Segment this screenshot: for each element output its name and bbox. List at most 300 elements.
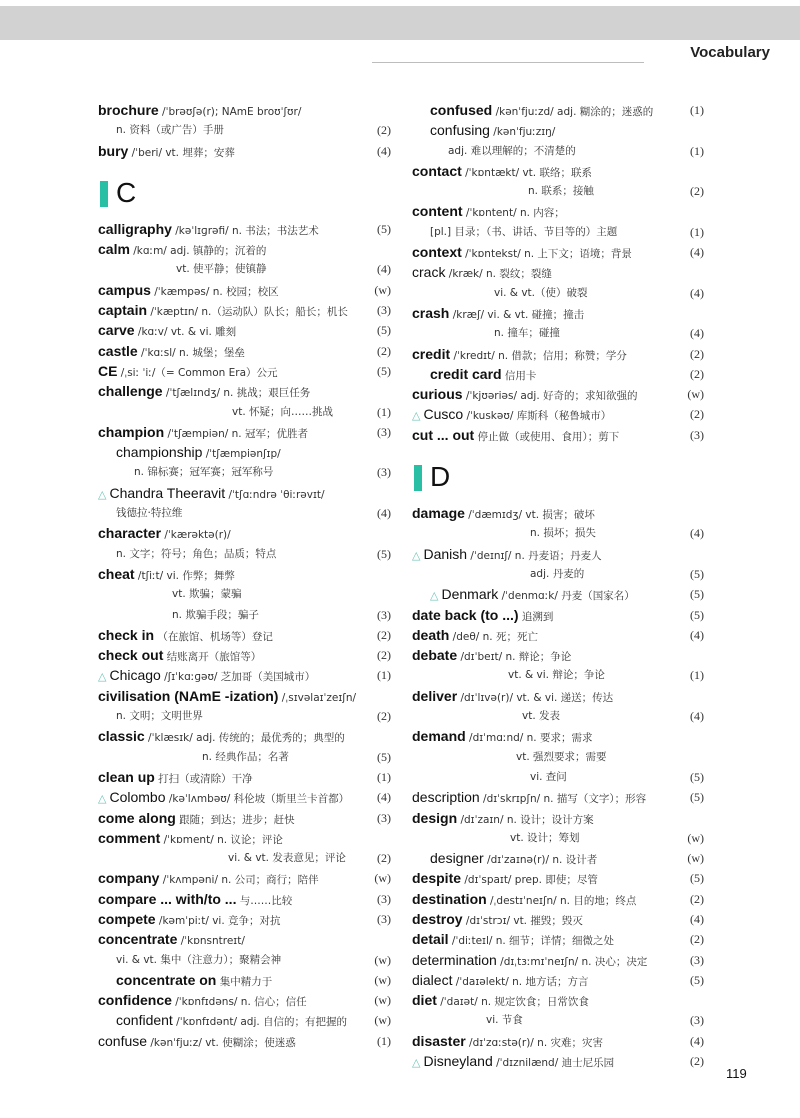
definition-line [98,259,391,279]
entry-line [98,787,391,807]
entry-line [412,950,704,970]
entry-line [98,726,391,746]
letter-heading [98,171,391,219]
entry-line [412,242,704,262]
headword: confident [116,1012,173,1029]
entry-line [412,625,704,645]
headword: crack [412,264,446,281]
definition: vt. & vi. 辩论；争论 [508,669,605,682]
entry-line [98,523,391,543]
level-badge: (5) [690,871,704,886]
level-badge: (4) [690,911,704,926]
entry-line [412,364,704,384]
headword: clean up [98,768,155,785]
entry-line [412,605,704,625]
definition-line [412,283,704,303]
entry-line [98,828,391,848]
definition: /ʃɪˈkɑːɡəʊ/ 芝加哥（美国城市） [160,671,316,684]
definition: /ˌsiː ˈiː/（= Common Era）公元 [117,366,278,379]
level-badge: (2) [377,343,391,358]
level-badge: (4) [377,506,391,521]
triangle-icon: △ [412,1056,421,1070]
definition: n. 经典作品；名著 [202,750,289,763]
definition: vt. 设计；筹划 [510,831,580,844]
entry-line [412,929,704,949]
level-badge: (5) [690,587,704,602]
entry-line [412,262,704,282]
definition: vi. 查问 [530,770,567,783]
headword: description [412,789,480,806]
entry-line [98,645,391,665]
level-badge: (5) [690,566,704,581]
entry-line [98,442,391,462]
entry-line [412,787,704,807]
headword: credit card [430,365,502,382]
entry-line [412,726,704,746]
headword: confuse [98,1032,148,1049]
definition: /ˈbrəʊʃə(r); NAmE broʊˈʃʊr/ [158,106,302,118]
definition: /ˈkɑːsl/ n. 城堡；堡垒 [137,346,245,359]
entry-line [412,503,704,523]
level-badge: (5) [377,749,391,764]
headword: compare ... with/to ... [98,890,237,907]
level-badge: (1) [377,404,391,419]
spacer [98,161,391,171]
definition-line [412,323,704,343]
level-badge: (4) [690,245,704,260]
definition-line [412,706,704,726]
entry-line [98,686,391,706]
level-badge: (3) [377,891,391,906]
definition: /ˈdiːteɪl/ n. 细节；详情；细微之处 [448,935,615,948]
definition: /ˈkʌmpəni/ n. 公司；商行；陪伴 [159,874,319,887]
definition-line [412,828,704,848]
definition: /kræʃ/ vi. & vt. 碰撞；撞击 [449,308,585,321]
definition: n. 资料（或广告）手册 [116,124,224,137]
entry-line [98,868,391,888]
level-badge: (2) [690,891,704,906]
level-badge: (3) [377,303,391,318]
level-badge: (2) [690,1054,704,1069]
entry-line [412,384,704,404]
definition-line [412,564,704,584]
level-badge: (w) [374,972,391,987]
headword: come along [98,809,176,826]
entry-line [412,120,704,140]
level-badge: (5) [377,323,391,338]
definition: /ˈkɒnsntreɪt/ [177,935,245,948]
triangle-icon: △ [98,792,107,806]
level-badge: (5) [377,221,391,236]
level-badge: (w) [374,282,391,297]
level-badge: (2) [690,407,704,422]
entry-line [412,1051,704,1071]
headword: crash [412,304,450,321]
entry-line [98,970,391,990]
definition: 打扫（或清除）干净 [154,772,253,785]
definition: /dɪˌtɜːmɪˈneɪʃn/ n. 决心；决定 [496,955,648,968]
definition: /dɪˈbeɪt/ n. 辩论；争论 [457,651,572,664]
definition: [pl.] 目录；（书、讲话、节目等的）主题 [430,225,618,238]
headword: curious [412,386,463,403]
entry-line [412,970,704,990]
definition: /ˈberi/ vt. 埋葬；安葬 [128,146,235,159]
entry-line [412,344,704,364]
entry-line [412,909,704,929]
definition: /kræk/ n. 裂纹；裂缝 [445,268,552,281]
entry-line [412,868,704,888]
headword: carve [98,322,135,339]
entry-line [98,625,391,645]
level-badge: (1) [377,769,391,784]
entry-line [412,201,704,221]
definition: /dɪˈskrɪpʃn/ n. 描写（文字）；形容 [479,793,647,806]
headword: brochure [98,102,159,118]
level-badge: (3) [690,1013,704,1028]
headword: demand [412,728,466,745]
definition: /ˈkæptɪn/ n.（运动队）队长；船长；机长 [147,306,348,319]
level-badge: (4) [690,285,704,300]
level-badge: (1) [377,668,391,683]
definition: n. 撞车；碰撞 [494,327,560,340]
entry-line [98,483,391,503]
level-badge: (1) [377,1033,391,1048]
level-badge: (3) [690,427,704,442]
entry-line [98,767,391,787]
entry-line [98,808,391,828]
headword: classic [98,728,145,745]
headword: Denmark [441,586,499,603]
definition: 停止做（或使用、食用）；剪下 [474,430,620,443]
definition: /ˈkɒnfɪdəns/ n. 信心；信任 [171,996,307,1009]
level-badge: (2) [377,123,391,138]
entry-line [98,280,391,300]
entry-line [98,141,391,161]
headword: Colombo [109,789,166,806]
headword: castle [98,342,138,359]
section-title: Vocabulary [690,44,770,61]
entry-line [98,219,391,239]
definition: /ˌsɪvəlaɪˈzeɪʃn/ [278,691,357,704]
definition-line [98,120,391,140]
headword: designer [430,850,484,867]
entry-line [98,665,391,685]
definition: /kəˈlʌmbəʊ/ 科伦坡（斯里兰卡首都） [165,793,350,806]
level-badge: (4) [690,526,704,541]
headword: design [412,809,458,826]
entry-line [412,645,704,665]
headword: confusing [430,122,490,139]
definition: /ˈkɒntekst/ n. 上下文；语境；背景 [461,248,632,261]
level-badge: (w) [374,1013,391,1028]
headword: concentrate on [116,971,217,988]
entry-line [98,239,391,259]
headword: concentrate [98,931,178,948]
level-badge: (4) [377,262,391,277]
level-badge: (4) [690,326,704,341]
headword: civilisation (NAmE -ization) [98,687,279,704]
headword: determination [412,951,497,968]
definition: /kɑːm/ adj. 镇静的；沉着的 [129,245,267,258]
definition-line [412,1010,704,1030]
entry-line [98,909,391,929]
headword: context [412,244,462,261]
level-badge: (5) [690,790,704,805]
definition: /kɑːv/ vt. & vi. 雕刻 [134,326,237,339]
level-badge: (5) [690,607,704,622]
level-badge: (3) [690,952,704,967]
headword: content [412,203,463,220]
definition: vt. 怀疑；向……挑战 [232,405,334,418]
level-badge: (2) [377,851,391,866]
definition: /dɪˈspaɪt/ prep. 即使；尽管 [461,874,598,887]
triangle-icon: △ [412,409,421,423]
entry-line [412,100,704,120]
letter-heading-text: C [116,176,137,208]
definition: /ˈkɒntækt/ vt. 联络；联系 [461,166,592,179]
page-number: 119 [726,1066,747,1081]
level-badge: (5) [377,546,391,561]
headword: Disneyland [423,1053,493,1070]
definition: 追溯到 [518,610,554,623]
level-badge: (w) [687,851,704,866]
entry-line [98,341,391,361]
level-badge: (5) [377,363,391,378]
headword: credit [412,345,451,362]
definition: /ˈkɒntent/ n. 内容； [462,207,565,220]
definition-line [412,665,704,685]
entry-line [412,808,704,828]
top-header-bar [0,6,800,40]
headword: check in [98,626,155,643]
definition: adj. 难以理解的；不清楚的 [448,144,576,157]
level-badge: (5) [690,769,704,784]
headword: date back (to ...) [412,606,519,623]
entry-line [412,686,704,706]
level-badge: (1) [690,103,704,117]
headword: confused [430,102,493,118]
level-badge: (w) [374,952,391,967]
letter-marker [414,465,422,491]
headword: dialect [412,971,453,988]
definition: /kəˈlɪɡrəfi/ n. 书法；书法艺术 [171,224,319,237]
definition: /ˈtʃælɪndʒ/ n. 挑战；艰巨任务 [162,387,311,400]
definition: /deθ/ n. 死；死亡 [449,630,538,643]
headword: captain [98,302,148,319]
headword: calligraphy [98,220,172,237]
definition-line [98,462,391,482]
headword: Cusco [423,406,464,423]
definition-line [98,950,391,970]
definition: /ˈkredɪt/ n. 借款；信用；称赞；学分 [450,349,627,362]
definition-line [412,747,704,767]
headword: cheat [98,565,135,582]
headword: Danish [423,545,468,562]
definition: /ˈdɪznilænd/ 迪士尼乐园 [492,1057,615,1070]
level-badge: (3) [377,607,391,622]
definition: vi. & vt.（使）破裂 [494,286,588,299]
definition: n. 欺骗手段；骗子 [172,608,259,621]
triangle-icon: △ [98,670,107,684]
entry-line [98,361,391,381]
level-badge: (2) [690,932,704,947]
definition: vt. 强烈要求；需要 [516,750,607,763]
definition: /ˈkɒnfɪdənt/ adj. 自信的；有把握的 [172,1016,348,1029]
level-badge: (2) [377,709,391,724]
definition: /ˈkærəktə(r)/ [161,529,231,542]
definition: /dɪˈzaɪn/ n. 设计；设计方案 [457,813,594,826]
definition: /kənˈfjuːzɪŋ/ [489,126,556,139]
level-badge: (2) [690,184,704,199]
definition: /dɪˈzɑːstə(r)/ n. 灾难；灾害 [465,1036,604,1049]
definition-line [412,523,704,543]
entry-line [412,404,704,424]
definition-line [98,848,391,868]
level-badge: (4) [690,709,704,724]
definition: /ˈtʃæmpiənʃɪp/ [202,448,281,461]
headword: detail [412,931,449,948]
headword: calm [98,241,130,258]
entry-line [412,544,704,564]
spacer [412,445,704,455]
definition-line [412,222,704,242]
entry-line [412,990,704,1010]
entry-line [412,584,704,604]
triangle-icon: △ [412,548,421,562]
level-badge: (3) [377,424,391,439]
definition: /tʃiːt/ vi. 作弊；舞弊 [134,569,235,582]
definition: /ˈdaɪəlekt/ n. 地方话；方言 [452,975,589,988]
level-badge: (3) [377,810,391,825]
entry-line [412,1031,704,1051]
entry-line [412,161,704,181]
definition-line [98,503,391,523]
entry-line [98,381,391,401]
definition: /dɪˈstrɔɪ/ vt. 摧毁；毁灭 [462,914,583,927]
entry-line [98,320,391,340]
definition-line [98,402,391,422]
level-badge: (w) [374,993,391,1008]
headword: check out [98,647,164,664]
entry-line [98,100,391,120]
entry-line [412,303,704,323]
level-badge: (4) [690,1033,704,1048]
definition: adj. 丹麦的 [530,567,585,580]
headword: death [412,626,450,643]
entry-line [412,425,704,445]
headword: cut ... out [412,426,475,443]
left-column [98,100,391,1051]
definition: vi. 节食 [486,1014,523,1027]
definition: （在旅馆、机场等）登记 [154,630,273,643]
definition: /ˈtʃæmpiən/ n. 冠军；优胜者 [164,427,308,440]
definition: 钱德拉·特拉维 [116,507,183,520]
definition-line [98,706,391,726]
definition: /ˈdaɪət/ n. 规定饮食；日常饮食 [436,996,589,1009]
entry-line [98,564,391,584]
level-badge: (3) [377,465,391,480]
definition: vi. & vt. 集中（注意力）；聚精会神 [116,953,282,966]
headword: company [98,870,160,887]
definition: vi. & vt. 发表意见；评论 [228,852,346,865]
definition: /ˈklæsɪk/ adj. 传统的；最优秀的；典型的 [144,732,345,745]
headword: CE [98,362,118,379]
level-badge: (2) [377,627,391,642]
headword: despite [412,870,462,887]
headword: championship [116,444,203,461]
entry-line [98,929,391,949]
headword: deliver [412,687,458,704]
headword: disaster [412,1032,466,1049]
level-badge: (w) [687,387,704,402]
definition: n. 文字；符号；角色；品质；特点 [116,547,277,560]
definition: /kəmˈpiːt/ vi. 竞争；对抗 [155,914,281,927]
headword: character [98,525,162,542]
entry-line [412,889,704,909]
definition: n. 锦标赛；冠军赛；冠军称号 [134,466,274,479]
headword: debate [412,647,458,664]
level-badge: (4) [690,627,704,642]
right-column [412,100,704,1071]
entry-line [98,300,391,320]
definition: vt. 发表 [522,710,561,723]
definition: /ˈdæmɪdʒ/ vt. 损害；破坏 [464,509,595,522]
level-badge: (w) [687,830,704,845]
headword: contact [412,162,462,179]
level-badge: (2) [690,346,704,361]
definition: /ˈkjʊəriəs/ adj. 好奇的；求知欲强的 [462,390,638,403]
headword: damage [412,505,465,522]
definition: /kənˈfjuːz/ vt. 使糊涂；使迷惑 [147,1036,296,1049]
headword: champion [98,423,165,440]
definition: /ˈdenmɑːk/ 丹麦（国家名） [498,590,635,603]
level-badge: (4) [377,790,391,805]
definition: n. 损坏；损失 [530,527,596,540]
definition-line [412,181,704,201]
entry-line [412,848,704,868]
definition-line [98,584,391,604]
headword: Chicago [109,667,161,684]
headword: challenge [98,383,163,400]
level-badge: (1) [690,224,704,239]
level-badge: (2) [690,366,704,381]
definition: /ˈdeɪnɪʃ/ n. 丹麦语；丹麦人 [467,549,602,562]
headword: destination [412,890,487,907]
entry-line [98,422,391,442]
definition: vt. 使平静；使镇静 [176,263,267,276]
entry-line [98,1010,391,1030]
level-badge: (3) [377,911,391,926]
headword: compete [98,910,156,927]
definition: n. 联系；接触 [528,185,594,198]
triangle-icon: △ [430,589,439,603]
level-badge: (4) [377,143,391,158]
headword: bury [98,142,129,159]
definition-line [98,544,391,564]
entry-line [98,990,391,1010]
definition: 集中精力于 [216,975,273,988]
definition: 跟随；到达；进步；赶快 [175,813,295,826]
header-divider [372,62,644,63]
headword: destroy [412,910,463,927]
level-badge: (1) [690,143,704,158]
letter-heading [412,455,704,503]
definition: vt. 欺骗；蒙骗 [172,588,242,601]
definition: /ˌdestɪˈneɪʃn/ n. 目的地；终点 [486,894,637,907]
entry-line [98,1031,391,1051]
definition: /kənˈfjuːzd/ adj. 糊涂的；迷惑的 [492,106,654,118]
definition: /dɪˈzaɪnə(r)/ n. 设计者 [483,854,598,867]
